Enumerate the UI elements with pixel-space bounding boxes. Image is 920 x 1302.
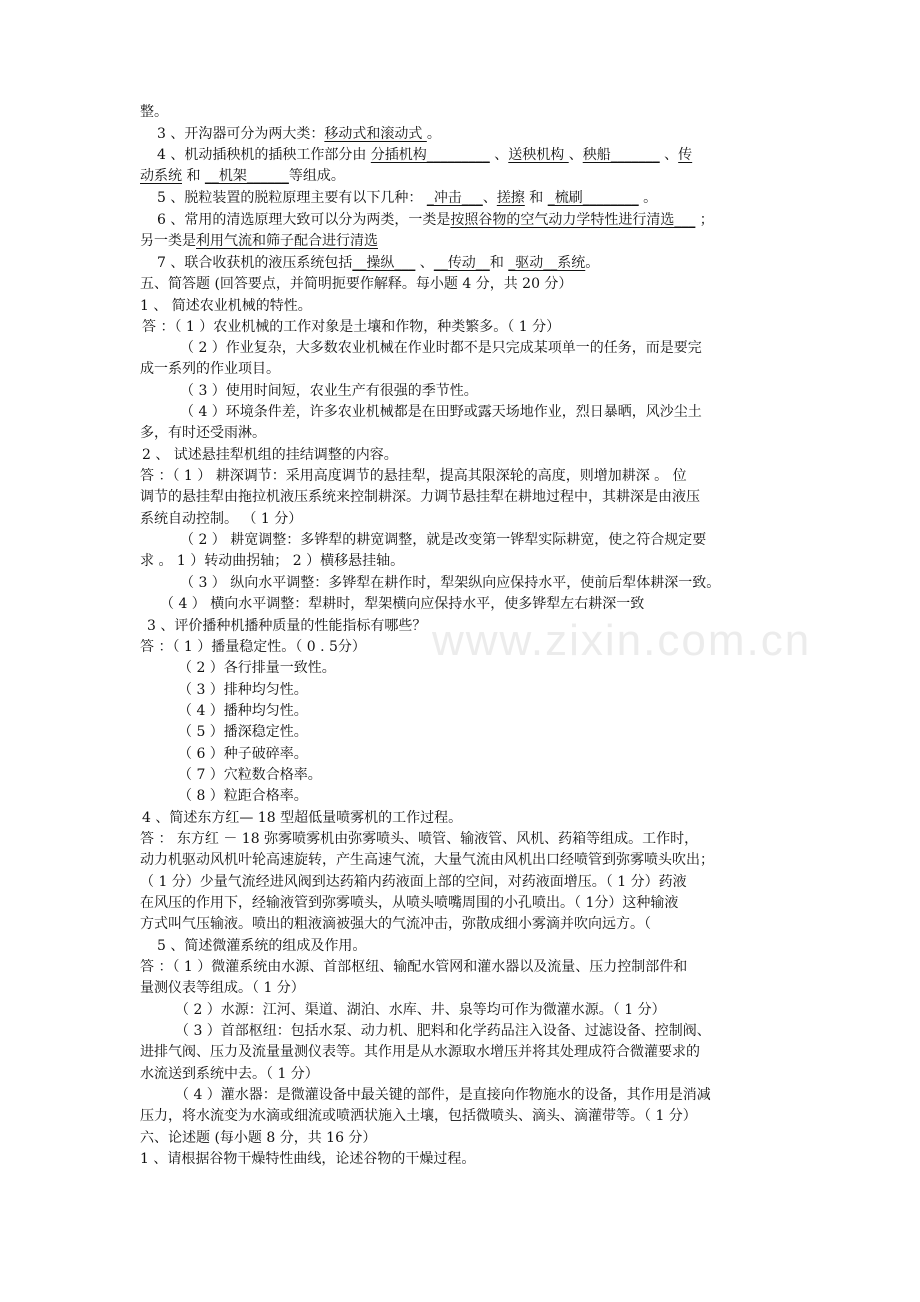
text-run: 5 、简述微灌系统的组成及作用。 xyxy=(157,938,367,954)
text-run: 3 、评价播种机播种质量的性能指标有哪些？ xyxy=(147,618,427,634)
text-run: （ 3 ）排种均匀性。 xyxy=(178,682,308,698)
text-line xyxy=(180,402,702,422)
text-line xyxy=(140,487,700,507)
text-line xyxy=(180,381,478,401)
text-run: 。 xyxy=(426,126,441,142)
text-run: 压力，将水流变为水滴或细流或喷洒状施入土壤，包括微喷头、滴头、滴灌带等。（ 1 分） xyxy=(140,1108,697,1124)
text-line xyxy=(157,253,599,273)
text-run: （ 6 ）种子破碎率。 xyxy=(178,746,308,762)
text-run: 进排气阀、压力及流量量测仪表等。其作用是从水源取水增压并将其处理成符合微灌要求的 xyxy=(140,1044,700,1060)
text-line xyxy=(140,957,687,977)
text-run: （ 2 ）各行排量一致性。 xyxy=(178,660,336,676)
text-run: 方式叫气压输液。喷出的粗液滴被强大的气流冲击，弥散成细小雾滴并吹向远方。（ xyxy=(140,916,651,932)
text-run: 、 xyxy=(415,255,434,271)
text-run: （ 2 ）水源：江河、渠道、湖泊、水库、井、泉等均可作为微灌水源。（ 1 分） xyxy=(175,1002,666,1018)
answer-fill: 传 xyxy=(678,147,693,163)
answer-fill: 秧船_______ xyxy=(582,147,660,163)
text-line xyxy=(178,680,308,700)
text-line xyxy=(140,1064,319,1084)
text-run: 、 xyxy=(568,147,583,163)
text-line xyxy=(175,1021,711,1041)
text-run: 动力机驱动风机叶轮高速旋转，产生高速气流，大量气流由风机出口经喷管到弥雾喷头吹出； xyxy=(140,852,714,868)
text-run: 等组成。 xyxy=(288,168,345,184)
text-line xyxy=(142,445,398,465)
text-line xyxy=(157,145,692,165)
text-line xyxy=(157,188,657,208)
text-run: 系统自动控制。 （ 1 分） xyxy=(140,511,303,527)
text-run: （ 4 ）灌水器：是微灌设备中最关键的部件，是直接向作物施水的设备，其作用是消减 xyxy=(175,1087,711,1103)
text-line xyxy=(140,509,302,529)
answer-fill: _冲击___ xyxy=(426,190,483,206)
text-run: （ 4 ） 横向水平调整：犁耕时，犁架横向应保持水平，使多铧犁左右耕深一致 xyxy=(160,596,645,612)
text-line xyxy=(140,1128,376,1148)
text-line xyxy=(140,914,651,934)
text-run: （ 3 ）使用时间短，农业生产有很强的季节性。 xyxy=(180,383,478,399)
text-run: 在风压的作用下，经输液管到弥雾喷头，从喷头喷嘴周围的小孔喷出。（ 1分）这种输液 xyxy=(140,895,679,911)
text-run: 、 xyxy=(489,147,509,163)
text-run: （ 5 ）播深稳定性。 xyxy=(178,724,308,740)
text-run: 求 。 1 ）转动曲拐轴； 2 ）横移悬挂轴。 xyxy=(140,553,405,569)
text-run: 水流送到系统中去。（ 1 分） xyxy=(140,1066,319,1082)
answer-fill: _梳刷________ xyxy=(547,190,639,206)
text-line xyxy=(178,701,308,721)
text-run: 1 、 简述农业机械的特性。 xyxy=(140,298,312,314)
text-run: 另一类是 xyxy=(140,233,196,249)
text-run: 4 、机动插秧机的插秧工作部分由 xyxy=(157,147,371,163)
text-line xyxy=(180,573,720,593)
text-run: 6 、常用的清选原理大致可以分为两类，一类是 xyxy=(157,212,451,228)
text-line xyxy=(178,658,336,678)
text-line xyxy=(140,872,687,892)
text-line xyxy=(140,850,714,870)
text-run: ； xyxy=(695,212,714,228)
text-run: 答 ：（ 1 ）农业机械的工作对象是土壤和作物，种类繁多。（ 1 分） xyxy=(142,319,561,335)
text-run: 六、论述题 (每小题 8 分，共 16 分） xyxy=(140,1130,377,1146)
text-line xyxy=(140,551,404,571)
text-line xyxy=(157,210,714,230)
text-run: 五、简答题 (回答要点，并简明扼要作解释。每小题 4 分，共 20 分） xyxy=(140,276,573,292)
text-line xyxy=(140,166,345,186)
text-run: 7 、联合收获机的液压系统包括 xyxy=(157,255,353,271)
text-run: 和 xyxy=(489,255,509,271)
text-line xyxy=(175,1000,666,1020)
answer-fill: __传动__ xyxy=(433,255,490,271)
text-line xyxy=(180,338,702,358)
text-line xyxy=(147,616,426,636)
text-run: 答 ： 东方红 － 18 弥雾喷雾机由弥雾喷头、喷管、输液管、风机、药箱等组成。工作时， xyxy=(140,831,699,847)
text-run: 5 、脱粒装置的脱粒原理主要有以下几种： xyxy=(157,190,427,206)
text-run: （ 3 ）首部枢纽：包括水泵、动力机、肥料和化学药品注入设备、过滤设备、控制阀、 xyxy=(175,1023,711,1039)
text-line xyxy=(140,1106,697,1126)
answer-fill: _驱动__系统 xyxy=(508,255,586,271)
text-run: （ 4 ）播种均匀性。 xyxy=(178,703,308,719)
watermark: www.zixin.com.cn xyxy=(432,616,812,665)
answer-fill: 利用气流和筛子配合进行清选 xyxy=(196,233,378,249)
text-line xyxy=(178,765,322,785)
text-run: 3 、开沟器可分为两大类： xyxy=(157,126,325,142)
text-line xyxy=(180,530,706,550)
text-run: 2 、 试述悬挂犁机组的挂结调整的内容。 xyxy=(142,447,398,463)
text-run: （ 2 ）作业复杂，大多数农业机械在作业时都不是只完成某项单一的任务，而是要完 xyxy=(180,340,702,356)
text-line xyxy=(140,296,312,316)
text-line xyxy=(140,231,378,251)
text-run: （ 3 ） 纵向水平调整：多铧犁在耕作时，犁架纵向应保持水平，使前后犁体耕深一致。 xyxy=(180,575,721,591)
text-run: 和 xyxy=(182,168,205,184)
text-run: （ 7 ）穴粒数合格率。 xyxy=(178,767,322,783)
text-line xyxy=(140,274,572,294)
text-line xyxy=(140,102,168,122)
answer-fill: __机架______ xyxy=(204,168,289,184)
answer-fill: __操纵___ xyxy=(352,255,416,271)
text-run: 多，有时还受雨淋。 xyxy=(140,425,266,441)
text-line xyxy=(157,124,441,144)
text-run: 。 xyxy=(585,255,600,271)
text-line xyxy=(142,317,560,337)
text-run: （ 1 分）少量气流经进风阀到达药箱内药液面上部的空间，对药液面增压。（ 1 分）药液 xyxy=(140,874,687,890)
text-line xyxy=(140,637,366,657)
text-run: 、 xyxy=(659,147,679,163)
text-run: 和 xyxy=(524,190,548,206)
text-line xyxy=(142,808,462,828)
text-run: 答 ：（ 1 ）播量稳定性。（ 0 . 5分） xyxy=(140,639,366,655)
text-line xyxy=(140,1149,475,1169)
text-run: 4 、简述东方红— 18 型超低量喷雾机的工作过程。 xyxy=(142,810,463,826)
text-line xyxy=(140,893,678,913)
text-run: 量测仪表等组成。（ 1 分） xyxy=(140,980,305,996)
text-run: 、 xyxy=(482,190,497,206)
answer-fill: 送秧机构 xyxy=(508,147,569,163)
text-run: （ 2 ） 耕宽调整：多铧犁的耕宽调整，就是改变第一铧犁实际耕宽，使之符合规定要 xyxy=(180,532,707,548)
text-line xyxy=(140,466,687,486)
answer-fill: 按照谷物的空气动力学特性进行清选___ xyxy=(450,212,696,228)
text-line xyxy=(178,786,308,806)
text-line xyxy=(178,722,308,742)
text-line xyxy=(160,594,644,614)
answer-fill: 动系统 xyxy=(140,168,182,184)
text-line xyxy=(140,1042,700,1062)
text-run: 调节的悬挂犁由拖拉机液压系统来控制耕深。力调节悬挂犁在耕地过程中，其耕深是由液压 xyxy=(140,489,700,505)
text-line xyxy=(175,1085,711,1105)
text-line xyxy=(140,423,266,443)
text-line xyxy=(157,936,366,956)
text-run: 1 、请根据谷物干燥特性曲线，论述谷物的干燥过程。 xyxy=(140,1151,476,1167)
answer-fill: 移动式和滚动式 xyxy=(324,126,427,142)
text-run: 。 xyxy=(638,190,658,206)
text-run: （ 8 ）粒距合格率。 xyxy=(178,788,308,804)
answer-fill: 分插机构_________ xyxy=(370,147,490,163)
text-line xyxy=(178,744,308,764)
text-line xyxy=(140,359,280,379)
text-run: 答 ：（ 1 ） 耕深调节：采用高度调节的悬挂犁，提高其限深轮的高度，则增加耕深 。 位 xyxy=(140,468,687,484)
text-line xyxy=(140,829,698,849)
text-run: 成一系列的作业项目。 xyxy=(140,361,280,377)
text-run: （ 4 ）环境条件差，许多农业机械都是在田野或露天场地作业，烈日暴晒，风沙尘土 xyxy=(180,404,702,420)
text-run: 整。 xyxy=(140,104,168,120)
text-line xyxy=(140,978,305,998)
answer-fill: 搓擦 xyxy=(496,190,525,206)
text-run: 答 ：（ 1 ）微灌系统由水源、首部枢纽、输配水管网和灌水器以及流量、压力控制部件和 xyxy=(140,959,688,975)
